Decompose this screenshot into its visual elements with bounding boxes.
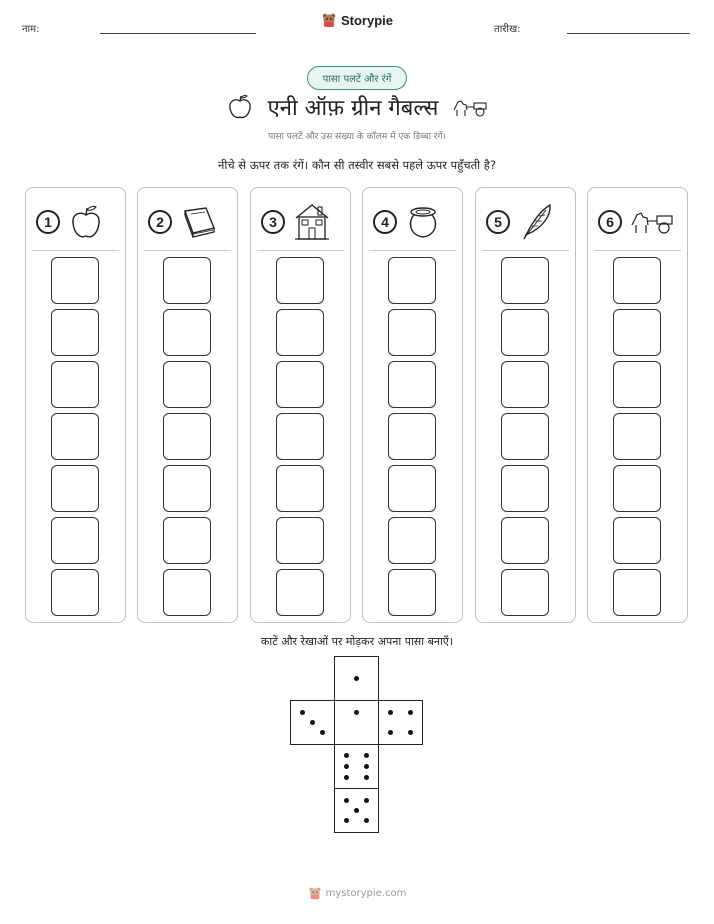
color-box[interactable] bbox=[613, 569, 661, 616]
color-box[interactable] bbox=[51, 465, 99, 512]
color-box[interactable] bbox=[276, 257, 324, 304]
color-box[interactable] bbox=[501, 361, 549, 408]
name-label: नाम: bbox=[22, 24, 40, 35]
apple-icon bbox=[226, 93, 254, 121]
game-question: नीचे से ऊपर तक रंगें। कौन सी तस्वीर सबसे पहले ऊपर पहुँचती है? bbox=[217, 158, 497, 172]
die-pip bbox=[344, 775, 349, 780]
column-header bbox=[36, 202, 119, 242]
die-pip bbox=[344, 753, 349, 758]
color-box[interactable] bbox=[501, 569, 549, 616]
die-face-three bbox=[290, 700, 335, 745]
color-box[interactable] bbox=[276, 309, 324, 356]
die-pip bbox=[364, 798, 369, 803]
die-pip bbox=[310, 720, 315, 725]
die-pip bbox=[354, 676, 359, 681]
color-box[interactable] bbox=[163, 309, 211, 356]
color-box[interactable] bbox=[613, 257, 661, 304]
die-face-five bbox=[334, 788, 379, 833]
color-box[interactable] bbox=[388, 465, 436, 512]
die-face-one bbox=[334, 700, 379, 745]
column-6 bbox=[587, 187, 688, 623]
color-box[interactable] bbox=[501, 465, 549, 512]
column-number: 4 bbox=[373, 210, 397, 234]
color-box[interactable] bbox=[51, 309, 99, 356]
die-pip bbox=[364, 818, 369, 823]
color-box[interactable] bbox=[276, 361, 324, 408]
column-number: 1 bbox=[36, 210, 60, 234]
color-box[interactable] bbox=[388, 569, 436, 616]
color-box[interactable] bbox=[613, 413, 661, 460]
column-divider bbox=[369, 250, 456, 251]
column-divider bbox=[482, 250, 569, 251]
cut-instruction: काटें और रेखाओं पर मोड़कर अपना पासा बनाएँ। bbox=[260, 635, 454, 648]
column-header bbox=[261, 202, 344, 242]
column-header bbox=[486, 202, 569, 242]
die-pip bbox=[364, 764, 369, 769]
die-pip bbox=[300, 710, 305, 715]
apple-icon bbox=[68, 203, 104, 241]
die-pip bbox=[320, 730, 325, 735]
die-pip bbox=[364, 775, 369, 780]
column-3 bbox=[250, 187, 351, 623]
die-pip bbox=[344, 764, 349, 769]
die-pip bbox=[364, 753, 369, 758]
color-box[interactable] bbox=[388, 361, 436, 408]
house-icon bbox=[293, 202, 331, 242]
footer bbox=[0, 886, 714, 900]
color-box[interactable] bbox=[613, 517, 661, 564]
brand-name: Storypie bbox=[340, 12, 393, 28]
color-box[interactable] bbox=[613, 361, 661, 408]
die-pip bbox=[388, 730, 393, 735]
column-header bbox=[598, 202, 681, 242]
activity-pill: पासा पलटें और रंगें bbox=[307, 66, 407, 90]
horse-cart-icon bbox=[630, 207, 674, 237]
color-box[interactable] bbox=[388, 257, 436, 304]
footer-site: mystorypie.com bbox=[325, 887, 407, 899]
column-header bbox=[373, 202, 456, 242]
color-box[interactable] bbox=[388, 413, 436, 460]
color-box[interactable] bbox=[163, 413, 211, 460]
column-number: 3 bbox=[261, 210, 285, 234]
color-box[interactable] bbox=[51, 413, 99, 460]
color-box[interactable] bbox=[163, 517, 211, 564]
instructions-subtitle: पासा पलटें और उस संख्या के कॉलम में एक डिब्बा रंगें। bbox=[268, 132, 446, 142]
color-box[interactable] bbox=[501, 309, 549, 356]
color-box[interactable] bbox=[163, 569, 211, 616]
column-4 bbox=[362, 187, 463, 623]
column-5 bbox=[475, 187, 576, 623]
die-face-four bbox=[378, 700, 423, 745]
column-number: 2 bbox=[148, 210, 172, 234]
bear-mascot-icon bbox=[308, 886, 322, 900]
color-box[interactable] bbox=[276, 569, 324, 616]
color-box[interactable] bbox=[163, 257, 211, 304]
date-line bbox=[567, 33, 690, 34]
die-pip bbox=[388, 710, 393, 715]
brand-logo bbox=[0, 12, 714, 28]
column-header bbox=[148, 202, 231, 242]
die-pip bbox=[344, 798, 349, 803]
column-divider bbox=[257, 250, 344, 251]
color-box[interactable] bbox=[276, 517, 324, 564]
bear-mascot-icon bbox=[321, 12, 337, 28]
die-pip bbox=[354, 808, 359, 813]
feather-quill-icon bbox=[518, 202, 554, 242]
color-box[interactable] bbox=[163, 465, 211, 512]
column-2 bbox=[137, 187, 238, 623]
die-face-one bbox=[334, 656, 379, 701]
name-line bbox=[100, 33, 256, 34]
book-icon bbox=[180, 203, 218, 241]
column-1 bbox=[25, 187, 126, 623]
color-box[interactable] bbox=[388, 309, 436, 356]
color-box[interactable] bbox=[388, 517, 436, 564]
horse-cart-icon bbox=[452, 96, 488, 118]
color-box[interactable] bbox=[613, 465, 661, 512]
die-face-six bbox=[334, 744, 379, 789]
color-box[interactable] bbox=[501, 413, 549, 460]
column-divider bbox=[594, 250, 681, 251]
color-box[interactable] bbox=[163, 361, 211, 408]
color-box[interactable] bbox=[613, 309, 661, 356]
die-pip bbox=[344, 818, 349, 823]
die-pip bbox=[354, 710, 359, 715]
color-box[interactable] bbox=[276, 413, 324, 460]
color-box[interactable] bbox=[51, 257, 99, 304]
title-row bbox=[0, 90, 714, 124]
color-box[interactable] bbox=[51, 569, 99, 616]
column-divider bbox=[144, 250, 231, 251]
column-number: 6 bbox=[598, 210, 622, 234]
column-number: 5 bbox=[486, 210, 510, 234]
color-box[interactable] bbox=[51, 361, 99, 408]
color-box[interactable] bbox=[501, 517, 549, 564]
pot-icon bbox=[405, 203, 441, 241]
die-pip bbox=[408, 710, 413, 715]
page-title: एनी ऑफ़ ग्रीन गैबल्स bbox=[267, 96, 439, 121]
color-box[interactable] bbox=[51, 517, 99, 564]
date-label: तारीख: bbox=[494, 24, 521, 35]
die-pip bbox=[408, 730, 413, 735]
color-box[interactable] bbox=[501, 257, 549, 304]
column-divider bbox=[32, 250, 119, 251]
color-box[interactable] bbox=[276, 465, 324, 512]
